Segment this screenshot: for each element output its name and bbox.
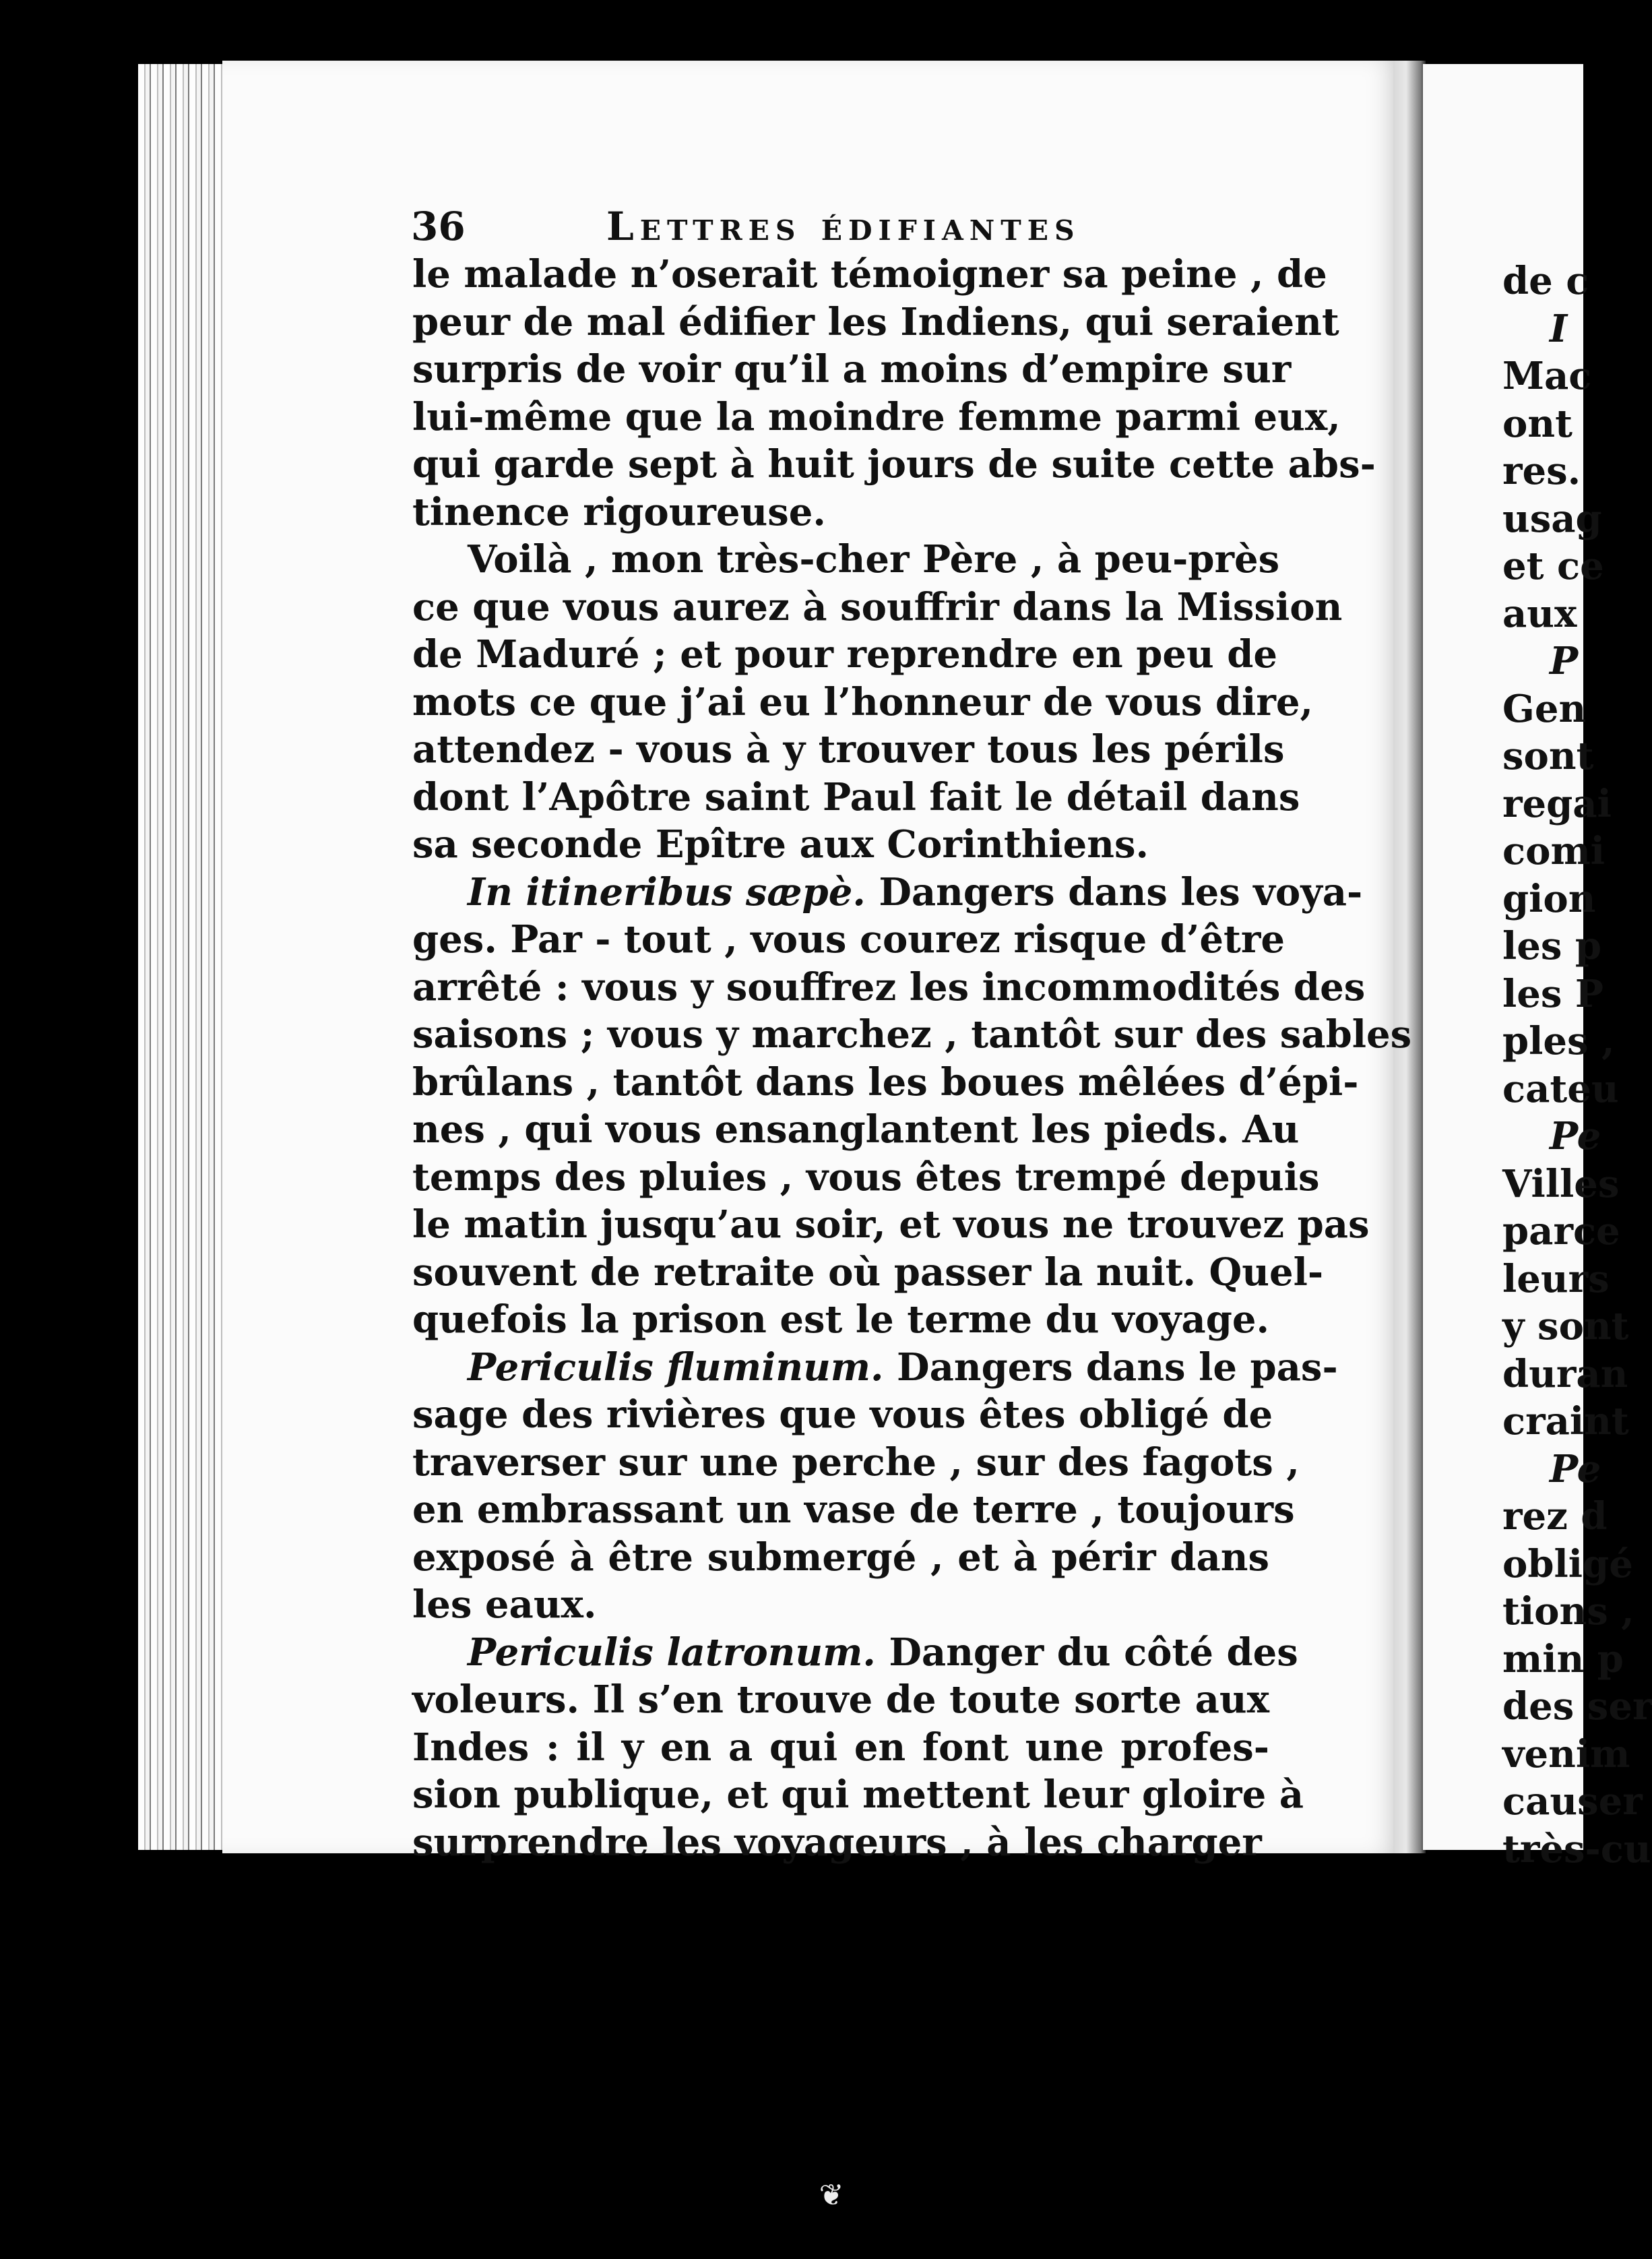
fragment-line: Pe [1550,1114,1601,1158]
text-line [412,1154,1320,1202]
text-line [412,489,1269,536]
fragment-line: Pe [1550,1446,1601,1491]
fragment-line: sont [1502,734,1594,778]
fragment-line: cateu [1502,1066,1619,1111]
fragment-line: les P [1502,971,1604,1016]
text-line [412,1581,1269,1629]
line-text: de Maduré ; et pour reprendre en peu de [412,632,1277,677]
text-line [412,1059,1359,1107]
line-text: le matin jusqu’au soir, et vous ne trouvez pas [412,1202,1370,1247]
text-line [412,346,1292,394]
fragment-line: gion [1502,876,1596,921]
text-line [412,1011,1412,1059]
line-text: quefois la prison est le terme du voyage. [412,1297,1269,1342]
line-text: surpris de voir qu’il a moins d’empire sur [412,347,1292,392]
text-line [412,726,1285,774]
line-text: qui garde sept à huit jours de suite cette abs- [412,442,1376,487]
fragment-line: craint [1502,1399,1629,1444]
text-line [412,394,1341,441]
text-line [412,1249,1324,1297]
fragment-line: min p [1502,1636,1624,1681]
latin-quote: Periculis fluminum. [468,1344,884,1390]
line-text: Dangers dans les voya- [865,869,1363,915]
fragment-line: usag [1502,496,1602,541]
text-line [412,1486,1295,1534]
fragment-line: des ser [1502,1684,1652,1729]
fragment-line: parce [1502,1209,1620,1254]
line-text: arrêté : vous y souffrez les incommodités des [412,964,1366,1010]
latin-quote: In itineribus sæpè. [468,869,866,915]
line-text: surprendre les voyageurs , à les charger [412,1820,1262,1865]
fragment-line: Villes [1502,1161,1620,1206]
fragment-line: venim [1502,1731,1630,1776]
text-line [412,1724,1269,1772]
line-text: traverser sur une perche , sur des fagots , [412,1440,1300,1485]
line-text: tinence rigoureuse. [412,489,826,534]
line-text: temps des pluies , vous êtes trempé depuis [412,1154,1320,1200]
fragment-line: et ce [1502,544,1604,588]
text-line [412,1344,1338,1392]
text-line [412,869,1363,917]
line-text: Voilà , mon très-cher Père , à peu-près [468,537,1280,582]
line-text: en embrassant un vase de terre , toujours [412,1487,1295,1532]
fragment-line: les p [1502,924,1602,968]
line-text: ce que vous aurez à souffrir dans la Mission [412,584,1343,629]
fragment-line: ont [1502,401,1572,446]
text-line [412,631,1277,679]
fragment-line: causer [1502,1779,1643,1824]
text-line [412,1201,1370,1249]
fragment-line: y sont [1502,1304,1629,1349]
line-text: le malade n’oserait témoigner sa peine , de [412,252,1327,297]
fragment-line: duran [1502,1351,1628,1396]
text-line [412,441,1376,489]
latin-quote: Periculis latronum. [468,1630,876,1675]
body-text [412,251,1412,1866]
text-line [412,1676,1269,1724]
text-line [412,916,1285,964]
line-text: nes , qui vous ensanglantent les pieds. Au [412,1107,1300,1152]
text-line [412,1439,1300,1487]
line-text: brûlans , tantôt dans les boues mêlées d’épi- [412,1059,1359,1105]
fragment-line: Gen [1502,686,1587,731]
text-line [412,1106,1300,1154]
text-line [412,1819,1269,1867]
line-text: voleurs. Il s’en trouve de toute sorte aux [412,1677,1269,1722]
text-line [412,821,1269,869]
line-text: lui-même que la moindre femme parmi eux, [412,394,1341,439]
right-page-text-fragments [1502,257,1652,1873]
fragment-line: rez d [1502,1494,1608,1539]
line-text: attendez - vous à y trouver tous les périls [412,727,1285,772]
line-text: souvent de retraite où passer la nuit. Quel- [412,1249,1324,1295]
text-line [412,584,1343,631]
fragment-line: regai [1502,781,1612,826]
text-line [412,299,1339,346]
fragment-line: tions , [1502,1589,1634,1634]
text-line [412,1391,1273,1439]
text-line [412,679,1313,726]
fragment-line: aux [1502,591,1577,636]
text-line [412,251,1327,299]
fragment-line: Mac [1502,354,1592,398]
fragment-line: ples , [1502,1019,1615,1063]
line-text: ges. Par - tout , vous courez risque d’être [412,917,1285,962]
line-text: Dangers dans le pas- [883,1344,1338,1390]
fragment-line: de c [1502,259,1589,303]
line-text: les eaux. [412,1582,597,1627]
fragment-line: comi [1502,829,1605,873]
text-line [412,1771,1304,1819]
line-text: exposé à être submergé , et à périr dans [412,1535,1269,1580]
line-text: sage des rivières que vous êtes obligé de [412,1392,1273,1437]
fragment-line: obligé [1502,1541,1633,1586]
book-gutter [1393,61,1426,1853]
page-number: 36 [411,204,466,249]
line-text: saisons ; vous y marchez , tantôt sur des sables [412,1012,1412,1057]
fragment-line: I [1550,306,1568,351]
text-line [412,964,1366,1012]
ornament-icon: ❦ [819,2178,844,2212]
line-text: dont l’Apôtre saint Paul fait le détail dans [412,774,1300,819]
line-text: sion publique, et qui mettent leur gloire à [412,1772,1304,1817]
line-text: sa seconde Epître aux Corinthiens. [412,822,1149,867]
text-line [412,536,1280,584]
line-text: Indes : il y en a qui en font une profes- [412,1725,1269,1770]
text-line [412,774,1300,822]
text-line [412,1534,1269,1582]
line-text: mots ce que j’ai eu l’honneur de vous dire, [412,679,1313,724]
text-line [412,1296,1269,1344]
fragment-line: leurs [1502,1256,1610,1301]
page-edges [138,64,229,1850]
fragment-line: P [1550,639,1579,683]
running-title: Lettres édifiantes [606,204,1081,249]
fragment-line: res. [1502,449,1581,493]
line-text: Danger du côté des [875,1630,1298,1675]
line-text: peur de mal édifier les Indiens, qui seraient [412,299,1339,344]
fragment-line: très-cu [1502,1826,1651,1871]
text-line [412,1629,1298,1677]
